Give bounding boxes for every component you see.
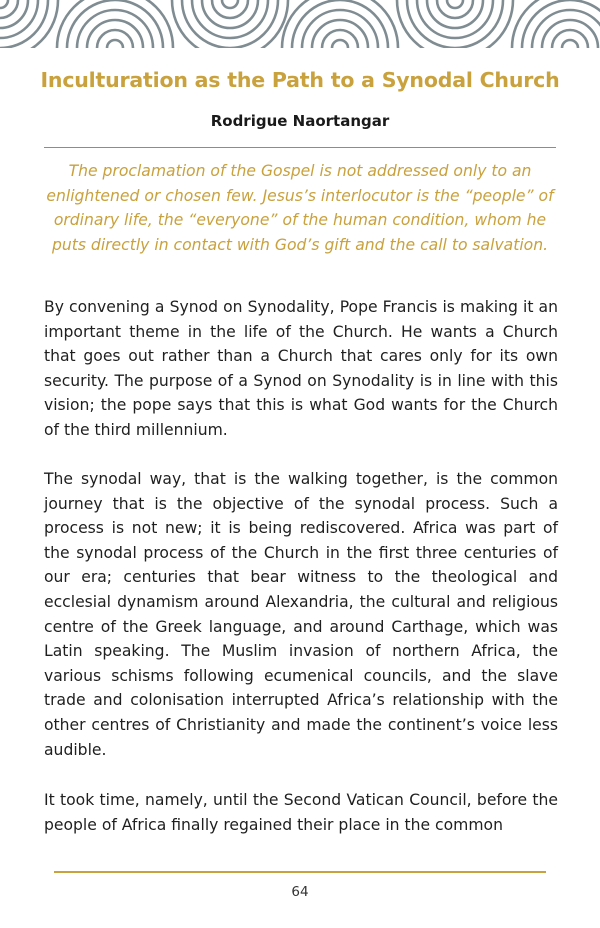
body-paragraph: It took time, namely, until the Second Vatican Council, before the people of Africa finally regained their place in the common [44, 791, 558, 834]
decorative-arc-pattern [0, 0, 600, 50]
decorative-arc [107, 40, 123, 50]
decorative-arc [222, 0, 238, 8]
divider [44, 147, 556, 148]
decorative-arc [562, 40, 578, 50]
body-paragraph: By convening a Synod on Synodality, Pope Francis is making it an important theme in the life of the Church. He wants a Church that goes out rather than a Church that cares only for its own security. The purpose of a Synod on Synodality is in line with this vision; the pope says that this is what God wants for the Church of the third millennium. [44, 298, 558, 439]
decorative-arc [312, 20, 368, 50]
decorative-arc [202, 0, 258, 28]
body-paragraph: The synodal way, that is the walking together, is the common journey that is the objective of the synodal process. Such a process is not new; it is being rediscovered. Africa was part of the synodal process of the Church in the first three centuries of our era; centuries that bear witness to the theological and ecclesial dynamism around Alexandria, the cultural and religious centre of the Greek language, and around Carthage, which was Latin speaking. The Muslim invasion of northern Africa, the various schisms following ecumenical councils, and the slave trade and colonisation interrupted Africa’s relationship with the other centres of Christianity and made the continent’s voice less audible. [44, 470, 558, 759]
decorative-arc [57, 0, 173, 50]
decorative-arc [332, 40, 348, 50]
page-number: 64 [291, 884, 309, 900]
decorative-arc [427, 0, 483, 28]
decorative-arc [447, 0, 463, 8]
decorative-arc [0, 0, 18, 18]
page-title: Inculturation as the Path to a Synodal Church [40, 68, 560, 92]
pull-quote: The proclamation of the Gospel is not addressed only to an enlightened or chosen few. Jesus’s interlocutor is the “people” of ordinary life, the “everyone” of the human condition, whom he puts directly in contact with God’s gift and the call to salvation. [46, 162, 554, 254]
decorative-arc [0, 0, 28, 28]
decorative-arc [282, 0, 398, 50]
decorative-arc [292, 0, 388, 50]
footer-divider [54, 871, 546, 873]
author-name: Rodrigue Naortangar [210, 112, 390, 130]
decorative-arc [0, 0, 8, 8]
decorative-arc [542, 20, 598, 50]
decorative-arc [87, 20, 143, 50]
decorative-arc [67, 0, 163, 50]
